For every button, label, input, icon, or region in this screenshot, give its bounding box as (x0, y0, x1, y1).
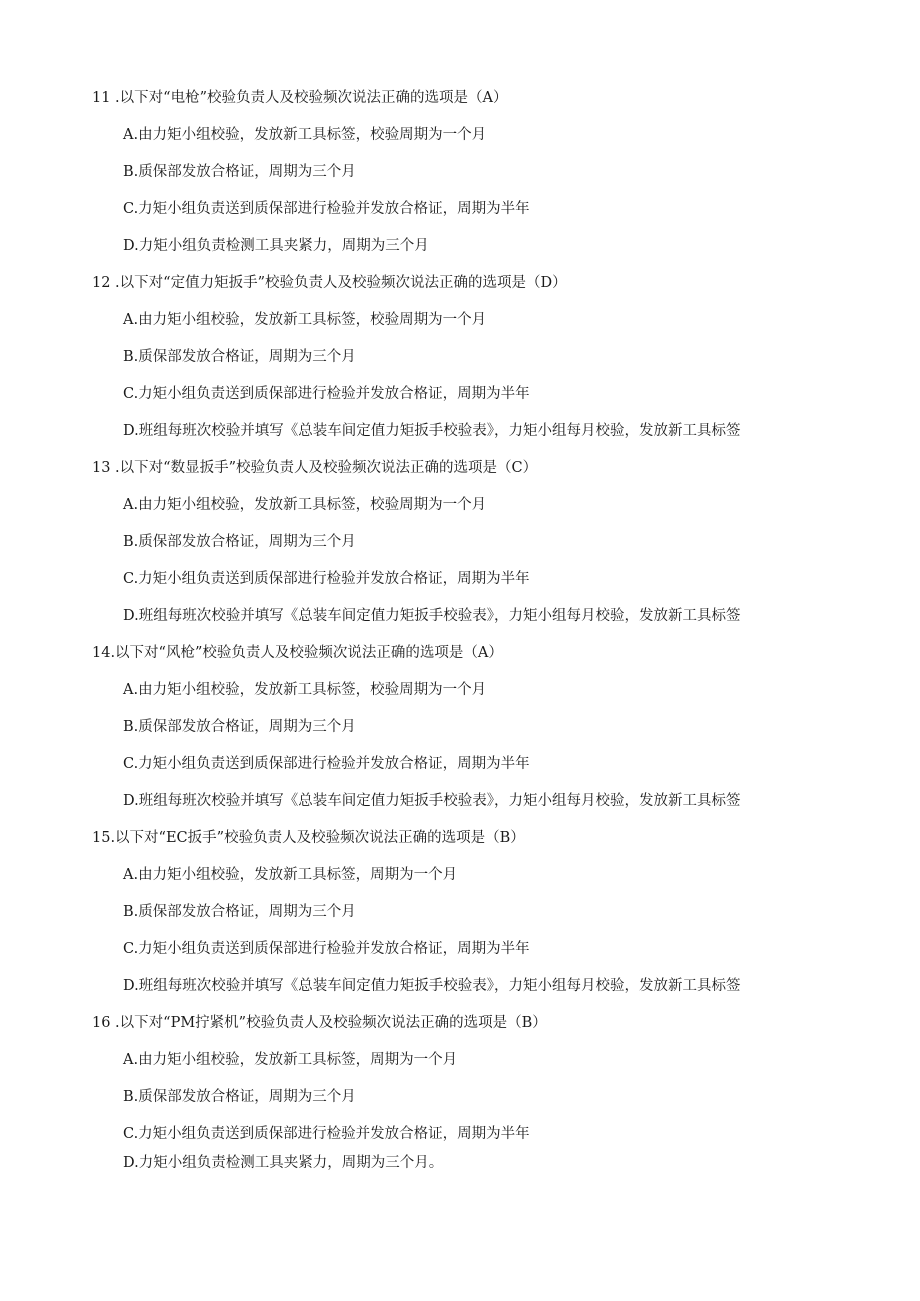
option-c: C.力矩小组负责送到质保部进行检验并发放合格证，周期为半年 (123, 386, 530, 402)
option-d: D.班组每班次校验并填写《总装车间定值力矩扳手校验表》，力矩小组每月校验，发放新工具标签 (123, 793, 741, 809)
question-list (92, 85, 852, 1187)
option-d: D.力矩小组负责检测工具夹紧力，周期为三个月。 (123, 1155, 444, 1171)
option-a: A.由力矩小组校验，发放新工具标签，校验周期为一个月 (123, 312, 487, 328)
option-d: D.力矩小组负责检测工具夹紧力，周期为三个月 (123, 238, 429, 254)
option-c: C.力矩小组负责送到质保部进行检验并发放合格证，周期为半年 (123, 1126, 530, 1142)
question-stem: 13 .以下对“数显扳手”校验负责人及校验频次说法正确的选项是（C） (92, 460, 538, 476)
option-b: B.质保部发放合格证，周期为三个月 (123, 164, 356, 180)
option-c: C.力矩小组负责送到质保部进行检验并发放合格证，周期为半年 (123, 756, 530, 772)
option-a: A.由力矩小组校验，发放新工具标签，校验周期为一个月 (123, 497, 487, 513)
question-stem: 11 .以下对“电枪”校验负责人及校验频次说法正确的选项是（A） (92, 90, 508, 106)
question-stem: 12 .以下对“定值力矩扳手”校验负责人及校验频次说法正确的选项是（D） (92, 275, 567, 291)
option-c: C.力矩小组负责送到质保部进行检验并发放合格证，周期为半年 (123, 201, 530, 217)
option-a: A.由力矩小组校验，发放新工具标签，周期为一个月 (123, 867, 458, 883)
question-item (92, 1010, 852, 1187)
option-a: A.由力矩小组校验，发放新工具标签，校验周期为一个月 (123, 127, 487, 143)
question-item (92, 85, 852, 270)
question-stem: 16 .以下对“PM拧紧机”校验负责人及校验频次说法正确的选项是（B） (92, 1015, 547, 1031)
question-item (92, 270, 852, 455)
question-stem: 15.以下对“EC扳手”校验负责人及校验频次说法正确的选项是（B） (92, 830, 525, 846)
option-b: B.质保部发放合格证，周期为三个月 (123, 349, 356, 365)
option-b: B.质保部发放合格证，周期为三个月 (123, 719, 356, 735)
option-d: D.班组每班次校验并填写《总装车间定值力矩扳手校验表》，力矩小组每月校验，发放新工具标签 (123, 423, 741, 439)
question-item (92, 640, 852, 825)
option-b: B.质保部发放合格证，周期为三个月 (123, 904, 356, 920)
option-c: C.力矩小组负责送到质保部进行检验并发放合格证，周期为半年 (123, 941, 530, 957)
option-d: D.班组每班次校验并填写《总装车间定值力矩扳手校验表》，力矩小组每月校验，发放新工具标签 (123, 608, 741, 624)
option-c: C.力矩小组负责送到质保部进行检验并发放合格证，周期为半年 (123, 571, 530, 587)
question-item (92, 455, 852, 640)
option-b: B.质保部发放合格证，周期为三个月 (123, 534, 356, 550)
option-a: A.由力矩小组校验，发放新工具标签，校验周期为一个月 (123, 682, 487, 698)
question-stem: 14.以下对“风枪”校验负责人及校验频次说法正确的选项是（A） (92, 645, 503, 661)
option-b: B.质保部发放合格证，周期为三个月 (123, 1089, 356, 1105)
option-a: A.由力矩小组校验，发放新工具标签，周期为一个月 (123, 1052, 458, 1068)
option-d: D.班组每班次校验并填写《总装车间定值力矩扳手校验表》，力矩小组每月校验，发放新工具标签 (123, 978, 741, 994)
question-item (92, 825, 852, 1010)
